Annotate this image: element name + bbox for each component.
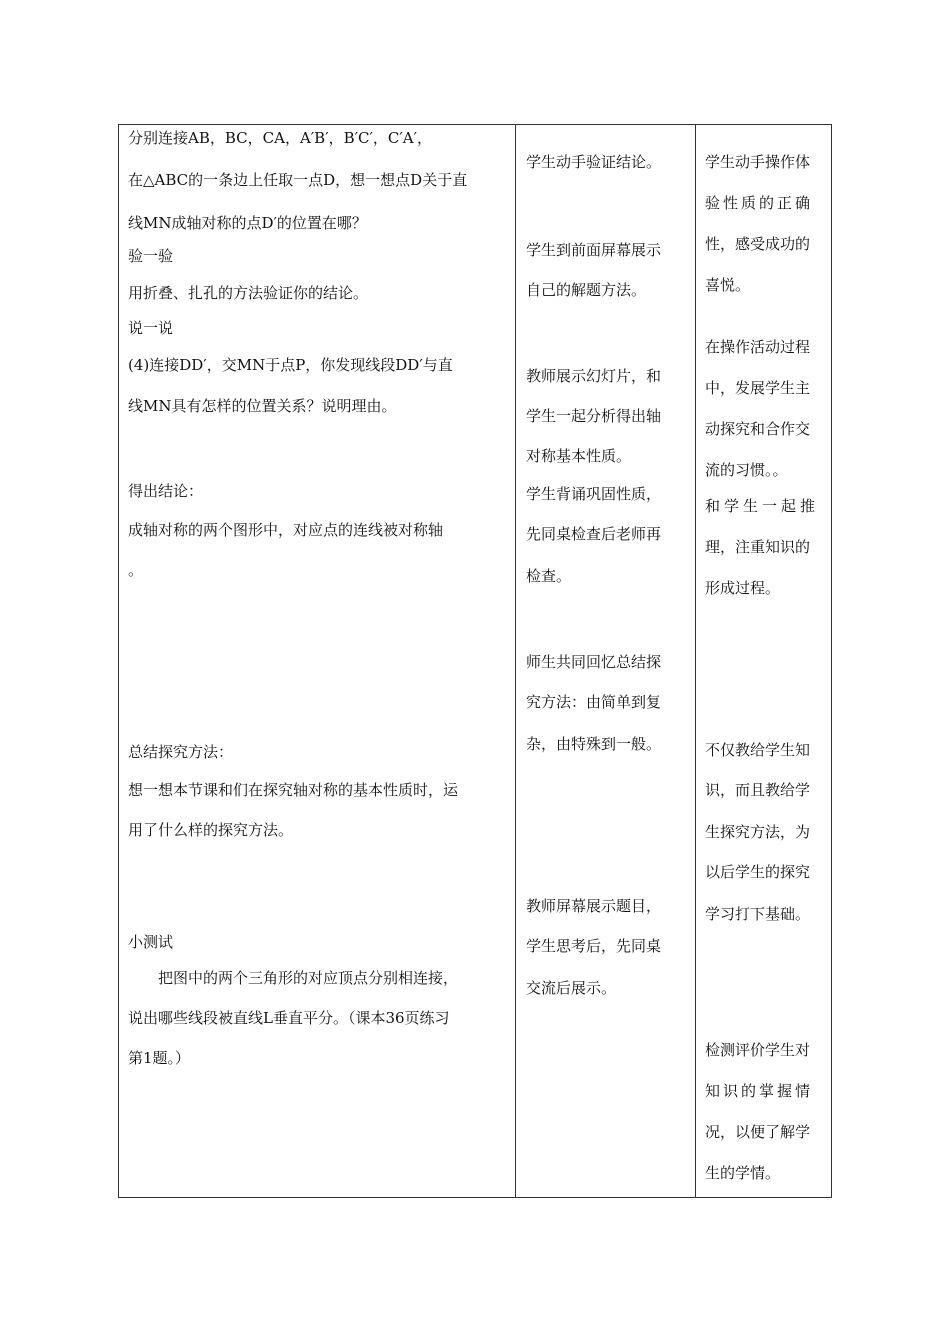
content-line: 用了什么样的探究方法。 xyxy=(128,821,294,839)
intent-line: 喜悦。 xyxy=(705,276,751,294)
intent-line: 检测评价学生对 xyxy=(705,1041,811,1059)
activity-line: 师生共同回忆总结探 xyxy=(526,653,662,671)
intent-line: 学习打下基础。 xyxy=(705,905,811,923)
activity-line: 学生思考后，先同桌 xyxy=(526,937,662,955)
heading-summary: 总结探究方法： xyxy=(128,743,234,761)
activity-line: 教师展示幻灯片，和 xyxy=(526,367,662,385)
intent-line: 和学生一起推 xyxy=(705,497,820,515)
heading-conclusion: 得出结论： xyxy=(128,482,204,500)
intent-line: 以后学生的探究 xyxy=(705,863,811,881)
activity-line: 交流后展示。 xyxy=(526,979,617,997)
heading-quiz: 小测试 xyxy=(128,933,174,951)
intent-line: 知识的掌握情 xyxy=(705,1082,814,1100)
intent-line: 生探究方法，为 xyxy=(705,823,811,841)
intent-line: 况，以便了解学 xyxy=(705,1123,811,1141)
column-divider-2 xyxy=(695,125,696,1197)
intent-line: 性，感受成功的 xyxy=(705,235,811,253)
activity-line: 杂，由特殊到一般。 xyxy=(526,735,662,753)
intent-line: 流的习惯。。 xyxy=(705,461,788,479)
content-line: 分别连接AB，BC，CA，A′B′，B′C′，C′A′， xyxy=(128,129,433,147)
intent-line: 形成过程。 xyxy=(705,579,781,597)
content-line: 想一想本节课和们在探究轴对称的基本性质时，运 xyxy=(128,781,459,799)
content-line: 。 xyxy=(128,561,144,579)
content-line: 第1题。） xyxy=(128,1049,191,1067)
activity-line: 学生动手验证结论。 xyxy=(526,153,662,171)
intent-line: 生的学情。 xyxy=(705,1164,781,1182)
intent-line: 不仅教给学生知 xyxy=(705,741,811,759)
content-line: 用折叠、扎孔的方法验证你的结论。 xyxy=(128,284,369,302)
activity-line: 究方法：由简单到复 xyxy=(526,693,662,711)
column-divider-1 xyxy=(515,125,516,1197)
content-line: 说出哪些线段被直线L垂直平分。（课本36页练习 xyxy=(128,1009,450,1027)
content-line: (4)连接DD′，交MN于点P，你发现线段DD′与直 xyxy=(128,356,453,374)
intent-line: 动探究和合作交 xyxy=(705,420,811,438)
intent-line: 理，注重知识的 xyxy=(705,538,811,556)
content-line: 线MN具有怎样的位置关系？说明理由。 xyxy=(128,397,397,415)
content-line: 成轴对称的两个图形中，对应点的连线被对称轴 xyxy=(128,521,444,539)
activity-line: 学生背诵巩固性质， xyxy=(526,485,662,503)
heading-say: 说一说 xyxy=(128,319,174,337)
heading-verify: 验一验 xyxy=(128,247,174,265)
intent-line: 学生动手操作体 xyxy=(705,153,811,171)
intent-line: 在操作活动过程 xyxy=(705,338,811,356)
intent-line: 中，发展学生主 xyxy=(705,379,811,397)
activity-line: 对称基本性质。 xyxy=(526,447,632,465)
activity-line: 检查。 xyxy=(526,567,572,585)
content-line: 把图中的两个三角形的对应顶点分别相连接， xyxy=(158,969,459,987)
activity-line: 学生一起分析得出轴 xyxy=(526,407,662,425)
content-line: 线MN成轴对称的点D′的位置在哪？ xyxy=(128,214,367,232)
activity-line: 自己的解题方法。 xyxy=(526,281,647,299)
activity-line: 先同桌检查后老师再 xyxy=(526,525,662,543)
intent-line: 识，而且教给学 xyxy=(705,781,811,799)
activity-line: 学生到前面屏幕展示 xyxy=(526,241,662,259)
content-line: 在△ABC的一条边上任取一点D，想一想点D关于直 xyxy=(128,171,468,189)
activity-line: 教师屏幕展示题目， xyxy=(526,897,662,915)
intent-line: 验性质的正确 xyxy=(705,194,814,212)
